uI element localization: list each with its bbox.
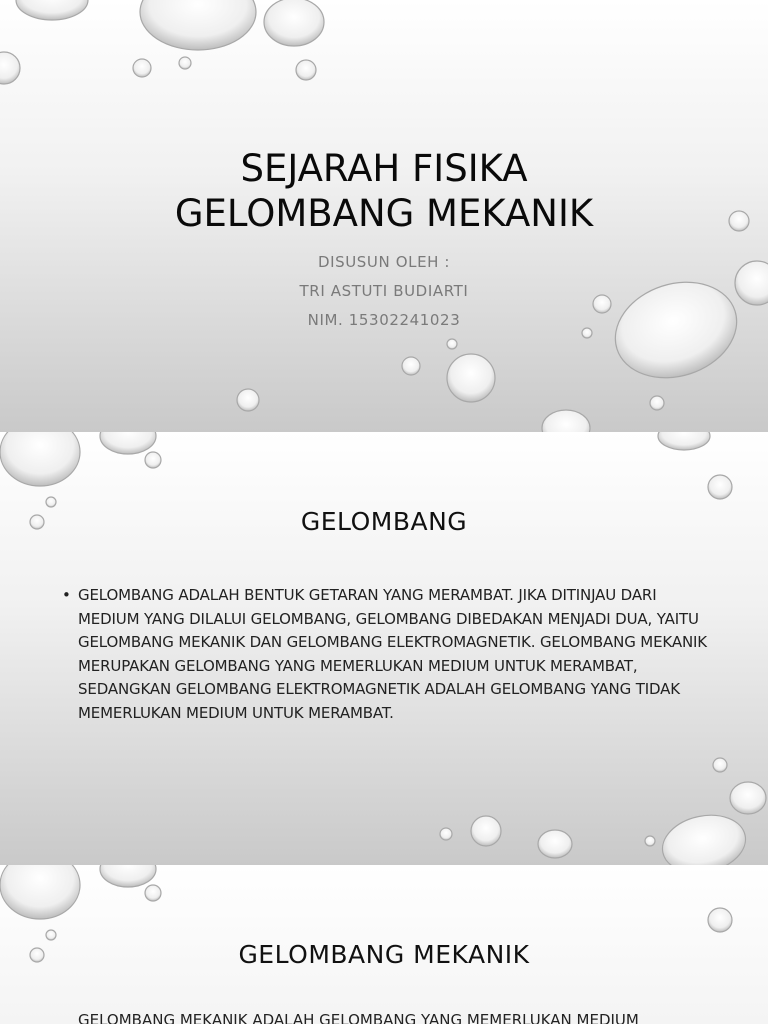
presentation-subtitle [0, 248, 768, 335]
subtitle-line-1: DISUSUN OLEH : [317, 253, 451, 271]
slide-2-body [62, 584, 712, 725]
title-line-1: SEJARAH FISIKA [240, 147, 528, 190]
slide-2-bullet-text: GELOMBANG ADALAH BENTUK GETARAN YANG MERAMBAT. JIKA DITINJAU DARI MEDIUM YANG DILALUI GELOMBANG, GELOMBANG DIBEDAKAN MENJADI DUA, YAITU GELOMBANG MEKANIK DAN GELOMBANG ELEKTROMAGNETIK. GELOMBANG MEKANIK MERUPAKAN GELOMBANG YANG MEMERLUKAN MEDIUM UNTUK MERAMBAT, SEDANGKAN GELOMBANG ELEKTROMAGNETIK ADALAH GELOMBANG YANG TIDAK MEMERLUKAN MEDIUM UNTUK MERAMBAT. [78, 586, 707, 722]
slide-1 [0, 0, 768, 432]
subtitle-line-3: NIM. 15302241023 [307, 311, 461, 329]
subtitle-line-2: TRI ASTUTI BUDIARTI [299, 282, 469, 300]
slide-3 [0, 865, 768, 1024]
slide-3-heading: GELOMBANG MEKANIK [238, 940, 530, 969]
presentation-title [0, 146, 768, 236]
bullet-marker: • [62, 586, 71, 604]
slide-2-heading: GELOMBANG [300, 507, 468, 536]
title-line-2: GELOMBANG MEKANIK [174, 192, 594, 235]
slide-3-body-partial: GELOMBANG MEKANIK ADALAH GELOMBANG YANG MEMERLUKAN MEDIUM [78, 1011, 639, 1024]
